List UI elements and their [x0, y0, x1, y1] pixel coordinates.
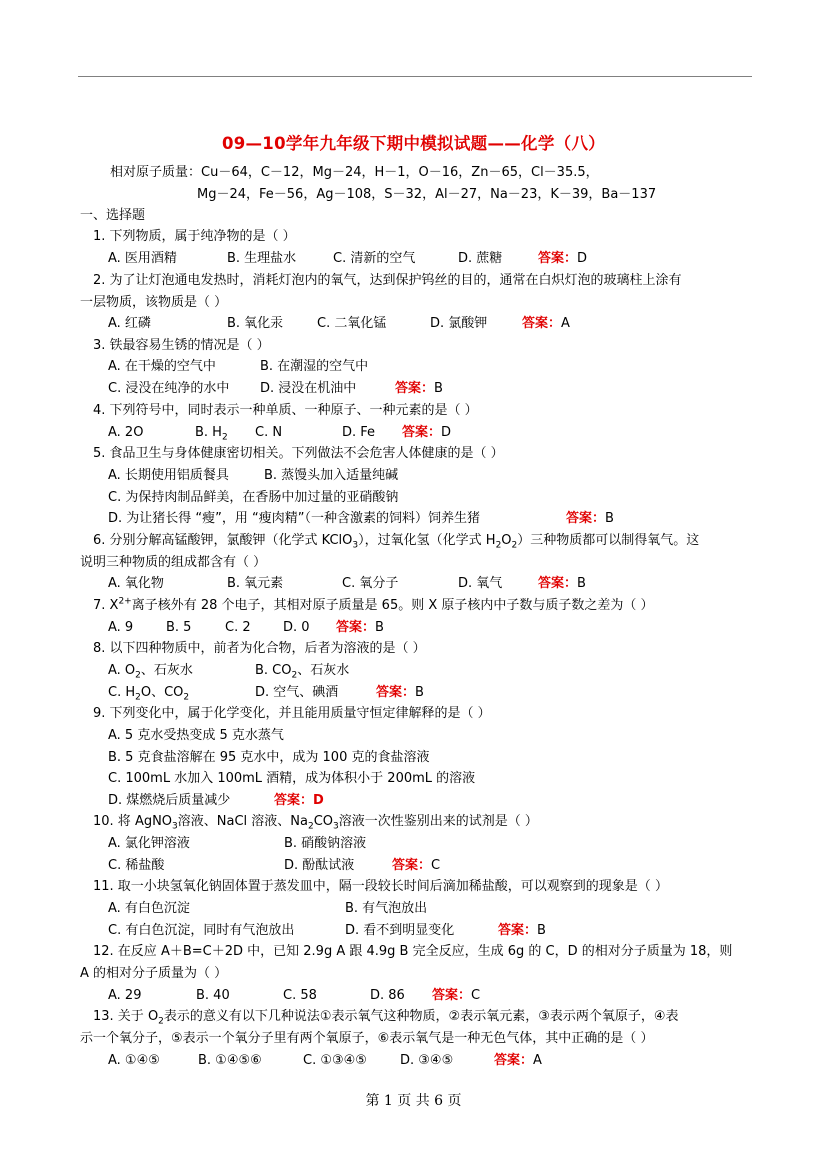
answer-value: C: [471, 988, 481, 1003]
answer-value: B: [537, 923, 546, 938]
answer-label: 答案：: [498, 923, 538, 938]
answer-value: B: [577, 576, 586, 591]
question-stem: 1. 下列物质，属于纯净物的是（ ）: [93, 229, 296, 244]
question-stem: 10. 将 AgNO$_3$溶液、NaCl 溶液、$Na_2CO_3$溶液一次性鉴别出来的试剂是（ ）: [93, 814, 538, 832]
question-stem: 2. 为了让灯泡通电发热时，消耗灯泡内的氧气，达到保护钨丝的目的，通常在白炽灯泡的玻璃柱上涂有: [93, 273, 682, 288]
answer-value: A: [561, 316, 570, 331]
option: C. 二氧化锰: [317, 316, 387, 331]
answer-label: 答案：: [376, 685, 416, 700]
question-stem: 3. 铁最容易生锈的情况是（ ）: [93, 338, 270, 353]
option: A. 长期使用铝质餐具: [108, 468, 229, 483]
option: A. 9: [108, 620, 134, 635]
answer-value: B: [605, 511, 614, 526]
page-title: 09—10学年九年级下期中模拟试题——化学（八）: [221, 134, 606, 153]
option: B. 5: [166, 620, 192, 635]
option: D. 煤燃烧后质量减少: [108, 793, 231, 808]
option: B. $CO_2$、石灰水: [255, 663, 350, 681]
question-stem: 7. $X^{2+}$离子核外有 28 个电子，其相对原子质量是 65。则 X 原子核内中子数与质子数之差为（ ）: [93, 596, 654, 613]
answer: [376, 684, 424, 702]
option: A. 29: [108, 988, 142, 1003]
question-stem: 5. 食品卫生与身体健康密切相关。下列做法不会危害人体健康的是（ ）: [93, 446, 504, 461]
atomic-mass-line-2: Mg－24，Fe－56，Ag－108，S－32，Al－27，Na－23，K－39，Ba－137: [197, 187, 657, 202]
option: C. 浸没在纯净的水中: [108, 381, 230, 396]
option: C. 有白色沉淀，同时有气泡放出: [108, 923, 295, 938]
option: B. 氧化汞: [227, 316, 284, 331]
option: C. 2: [225, 620, 251, 635]
option: B. 氧元素: [227, 576, 284, 591]
option: D. 空气、碘酒: [255, 685, 339, 700]
answer: [402, 424, 451, 442]
answer: [498, 922, 546, 940]
option: B. $H_2$: [195, 425, 228, 443]
answer: [274, 792, 324, 810]
option: B. 硝酸钠溶液: [284, 836, 367, 851]
option: C. 为保持肉制品鲜美，在香肠中加过量的亚硝酸钠: [108, 490, 399, 505]
header-rule: [78, 76, 752, 77]
option: A. 氧化物: [108, 576, 164, 591]
atomic-mass-line-1: 相对原子质量：Cu－64，C－12，Mg－24，H－1，O－16，Zn－65，Cl－35.5，: [110, 165, 599, 180]
question-stem: 6. 分别分解高锰酸钾，氯酸钾（化学式 KClO$_3$），过氧化氢（化学式 $H_2O_2$）三种物质都可以制得氧气。这: [93, 533, 700, 551]
question-stem: 11. 取一小块氢氧化钠固体置于蒸发皿中，隔一段较长时间后滴加稀盐酸，可以观察到的现象是（ ）: [93, 879, 668, 894]
answer-label: 答案：: [538, 576, 578, 591]
option: D. 为让猪长得 “瘦”，用 “瘦肉精”（一种含激素的饲料）饲养生猪: [108, 511, 480, 526]
answer-value: B: [434, 381, 443, 396]
option: B. 蒸馒头加入适量纯碱: [264, 468, 399, 483]
option: C. N: [255, 425, 283, 440]
question-stem-cont: 示一个氧分子，⑤表示一个氧分子里有两个氧原子，⑥表示氧气是一种无色气体，其中正确的是（ ）: [80, 1031, 654, 1046]
question-stem-cont: A 的相对分子质量为（ ）: [80, 966, 228, 981]
question-stem: 9. 下列变化中，属于化学变化，并且能用质量守恒定律解释的是（ ）: [93, 706, 491, 721]
option: A. $O_2$、石灰水: [108, 663, 193, 681]
answer: [336, 619, 384, 637]
option: D. 氧气: [458, 576, 503, 591]
answer-label: 答案：: [395, 381, 435, 396]
answer-value: C: [431, 858, 441, 873]
question-stem-cont: 一层物质，该物质是（ ）: [80, 295, 228, 310]
answer: [522, 315, 570, 333]
answer: [392, 857, 440, 875]
option: C. ①③④⑤: [303, 1053, 367, 1068]
question-stem: 8. 以下四种物质中，前者为化合物，后者为溶液的是（ ）: [93, 641, 426, 656]
option: B. 5 克食盐溶解在 95 克水中，成为 100 克的食盐溶液: [108, 750, 430, 765]
option: C. 清新的空气: [333, 251, 416, 266]
option: B. 40: [196, 988, 230, 1003]
option: D. 86: [370, 988, 405, 1003]
question-stem: 12. 在反应 A＋B=C＋2D 中，已知 2.9g A 跟 4.9g B 完全反应，生成 6g 的 C，D 的相对分子质量为 18，则: [93, 944, 733, 959]
option: C. 氧分子: [342, 576, 399, 591]
answer: [395, 380, 443, 398]
page-footer: 第 1 页 共 6 页: [365, 1093, 462, 1109]
option: C. 58: [283, 988, 317, 1003]
option: A. 有白色沉淀: [108, 901, 190, 916]
answer-label: 答案：: [538, 251, 578, 266]
option: C. $H_2O$、$CO_2$: [108, 685, 190, 703]
option: D. 氯酸钾: [430, 316, 488, 331]
answer-label: 答案：: [392, 858, 432, 873]
answer-value: D: [441, 425, 452, 440]
answer-value: D: [577, 251, 588, 266]
answer-value: B: [375, 620, 384, 635]
option: A. 红磷: [108, 316, 151, 331]
option: A. 2O: [108, 425, 144, 440]
option: A. 医用酒精: [108, 251, 177, 266]
section-heading: 一、选择题: [80, 208, 146, 223]
option: A. 5 克水受热变成 5 克水蒸气: [108, 728, 284, 743]
answer-value: A: [533, 1053, 542, 1068]
option: A. ①④⑤: [108, 1053, 160, 1068]
option: B. 有气泡放出: [345, 901, 428, 916]
answer-label: 答案：: [522, 316, 562, 331]
option: D. 浸没在机油中: [260, 381, 357, 396]
option: D. ③④⑤: [400, 1053, 454, 1068]
answer-value: B: [415, 685, 424, 700]
question-stem: 13. 关于 $O_2$表示的意义有以下几种说法①表示氧气这种物质，②表示氧元素，③表示两个氧原子，④表: [93, 1009, 679, 1027]
answer-label: 答案：: [274, 793, 314, 808]
question-stem: 4. 下列符号中，同时表示一种单质、一种原子、一种元素的是（ ）: [93, 403, 478, 418]
answer: [432, 987, 480, 1005]
answer: [538, 250, 587, 268]
option: B. ①④⑤⑥: [198, 1053, 262, 1068]
option: D. 看不到明显变化: [345, 923, 455, 938]
answer-value: D: [313, 793, 324, 808]
option: B. 在潮湿的空气中: [260, 359, 369, 374]
option: D. Fe: [342, 425, 376, 440]
option: D. 蔗糖: [458, 251, 503, 266]
answer-label: 答案：: [566, 511, 606, 526]
answer-label: 答案：: [432, 988, 472, 1003]
answer: [494, 1052, 542, 1070]
option: C. 稀盐酸: [108, 858, 165, 873]
answer: [566, 510, 614, 528]
answer-label: 答案：: [402, 425, 442, 440]
option: A. 在干燥的空气中: [108, 359, 216, 374]
question-stem-cont: 说明三种物质的组成都含有（ ）: [80, 555, 267, 570]
answer-label: 答案：: [336, 620, 376, 635]
answer-label: 答案：: [494, 1053, 534, 1068]
option: C. 100mL 水加入 100mL 酒精，成为体积小于 200mL 的溶液: [108, 771, 476, 786]
option: B. 生理盐水: [227, 251, 297, 266]
option: A. 氯化钾溶液: [108, 836, 190, 851]
option: D. 酚酞试液: [284, 858, 355, 873]
option: D. 0: [283, 620, 310, 635]
answer: [538, 575, 586, 593]
